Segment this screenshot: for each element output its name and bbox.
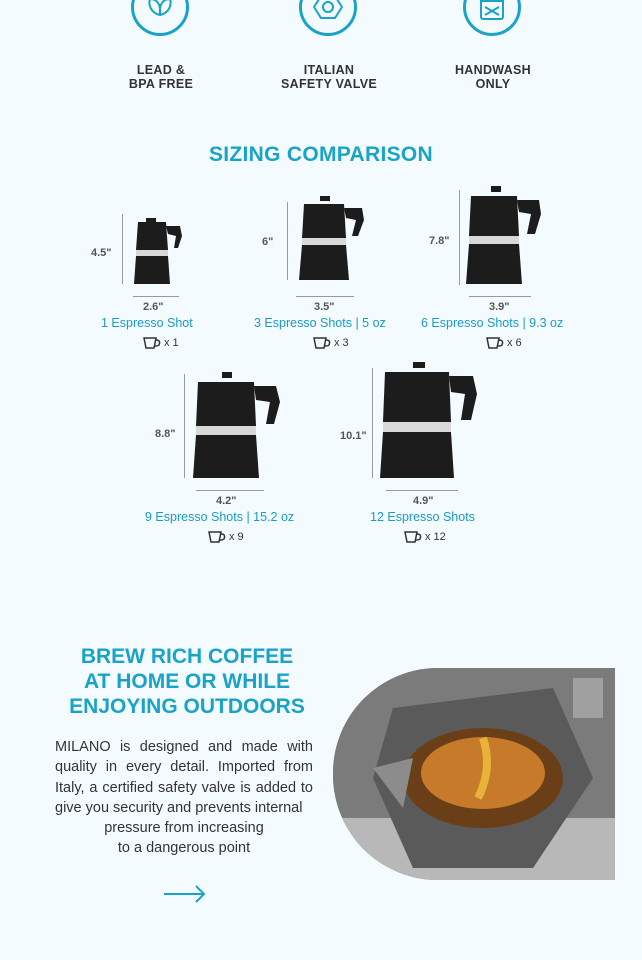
width-label: 3.5"	[314, 301, 335, 313]
capacity-caption: 3 Espresso Shots | 5 oz	[254, 316, 386, 330]
width-line	[386, 490, 458, 491]
features-row	[0, 0, 642, 100]
height-label: 7.8"	[429, 235, 450, 247]
sizing-title: SIZING COMPARISON	[208, 143, 434, 166]
leaf-icon	[131, 0, 189, 36]
feature-label-lead-free: LEAD & BPA FREE	[128, 63, 194, 91]
cup-count: x 1	[142, 336, 179, 350]
width-label: 2.6"	[143, 301, 164, 313]
width-line	[133, 296, 179, 297]
capacity-caption: 12 Espresso Shots	[370, 510, 475, 524]
hexagon-nut-icon	[299, 0, 357, 36]
height-label: 6"	[262, 236, 274, 248]
capacity-caption: 6 Espresso Shots | 9.3 oz	[421, 316, 564, 330]
cup-icon	[207, 530, 227, 544]
height-line	[287, 202, 288, 280]
moka-pot-brewing-photo	[333, 668, 615, 880]
promo-body: MILANO is designed and made with quality in every detail. Imported from Italy, a certified safety valve is added to give you security and prevents internal pressure from increasing to a dangerous point	[55, 739, 313, 857]
moka-pot-3cup	[296, 196, 378, 284]
height-label: 8.8"	[155, 428, 176, 440]
moka-pot-1cup	[132, 212, 194, 288]
cup-icon	[312, 336, 332, 350]
cup-count: x 12	[403, 530, 446, 544]
promo-headline: BREW RICH COFFEE AT HOME OR WHILE ENJOYING OUTDOORS	[69, 645, 305, 718]
cup-icon	[142, 336, 162, 350]
feature-label-safety-valve: ITALIAN SAFETY VALVE	[281, 63, 377, 91]
height-line	[459, 190, 460, 285]
capacity-caption: 9 Espresso Shots | 15.2 oz	[145, 510, 295, 524]
moka-pot-9cup	[192, 372, 286, 482]
width-label: 4.2"	[216, 495, 237, 507]
height-label: 4.5"	[91, 247, 112, 259]
cup-count: x 3	[312, 336, 349, 350]
cup-icon	[403, 530, 423, 544]
moka-pot-6cup	[465, 186, 551, 288]
width-line	[469, 296, 531, 297]
height-line	[122, 214, 123, 284]
moka-pot-12cup	[379, 362, 483, 482]
cup-count: x 6	[485, 336, 522, 350]
cup-count: x 9	[207, 530, 244, 544]
arrow-right-icon[interactable]	[162, 883, 208, 905]
feature-label-handwash: HANDWASH ONLY	[454, 63, 531, 91]
dishwasher-icon	[463, 0, 521, 36]
width-line	[296, 296, 354, 297]
width-line	[196, 490, 264, 491]
capacity-caption: 1 Espresso Shot	[101, 316, 193, 330]
height-line	[184, 374, 185, 478]
height-label: 10.1"	[340, 430, 367, 442]
height-line	[372, 368, 373, 478]
cup-icon	[485, 336, 505, 350]
width-label: 3.9"	[489, 301, 510, 313]
width-label: 4.9"	[413, 495, 434, 507]
